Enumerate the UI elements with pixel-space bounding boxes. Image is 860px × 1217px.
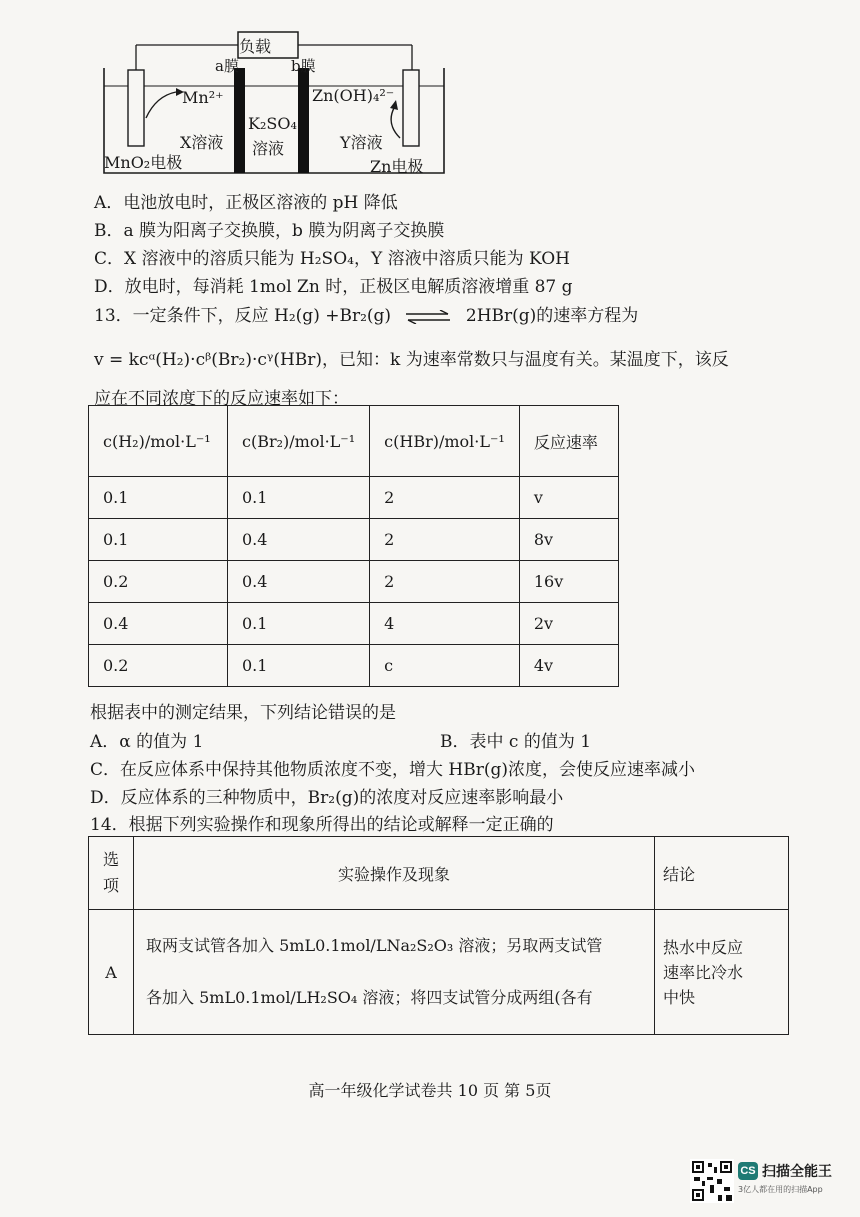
q13-rate-equation: v = kcᵅ(H₂)·cᵝ(Br₂)·cᵞ(HBr)，已知：k 为速率常数只与温度有关。某温度下，该反 bbox=[94, 350, 729, 370]
table-cell: 0.2 bbox=[89, 645, 228, 687]
row-a-operation bbox=[134, 910, 655, 1035]
table-cell: 8v bbox=[519, 519, 618, 561]
k2so4-solution-label: 溶液 bbox=[252, 139, 285, 158]
battery-diagram bbox=[98, 28, 458, 178]
option-column-header bbox=[89, 837, 134, 910]
option-header-line2: 项 bbox=[102, 876, 119, 895]
table-cell: 0.4 bbox=[228, 519, 370, 561]
row-a-conclusion-line2: 速率比冷水 bbox=[663, 962, 744, 982]
zn-complex-label: Zn(OH)₄²⁻ bbox=[312, 86, 395, 105]
table-row bbox=[89, 519, 619, 561]
q12-option-d: D．放电时，每消耗 1mol Zn 时，正极区电解质溶液增重 87 g bbox=[94, 277, 573, 297]
scanner-tagline: 3亿人都在用的扫描App bbox=[738, 1185, 823, 1194]
rate-table-header bbox=[89, 406, 619, 477]
q13-stem bbox=[94, 301, 638, 326]
q13-option-d: D．反应体系的三种物质中，Br₂(g)的浓度对反应速率影响最小 bbox=[90, 788, 564, 808]
q13-question: 根据表中的测定结果，下列结论错误的是 bbox=[90, 703, 396, 723]
row-a-conclusion-line1: 热水中反应 bbox=[663, 937, 744, 957]
row-a-operation-line2: 各加入 5mL0.1mol/LH₂SO₄ 溶液；将四支试管分成两组(各有 bbox=[146, 988, 593, 1007]
q13-stem-part2: 2HBr(g)的速率方程为 bbox=[465, 306, 639, 326]
option-header-line1: 选 bbox=[102, 850, 119, 869]
rate-table-header-cell: c(H₂)/mol·L⁻¹ bbox=[89, 406, 228, 477]
qr-code-icon bbox=[690, 1159, 734, 1203]
table-cell: 16v bbox=[519, 561, 618, 603]
table-cell: 0.4 bbox=[228, 561, 370, 603]
table-row bbox=[89, 477, 619, 519]
k2so4-label: K₂SO₄ bbox=[248, 114, 297, 133]
table-cell: 2v bbox=[519, 603, 618, 645]
b-membrane-label: b膜 bbox=[291, 57, 316, 75]
table-cell: 0.1 bbox=[89, 477, 228, 519]
table-cell: 4v bbox=[519, 645, 618, 687]
row-a-conclusion-line3: 中快 bbox=[663, 987, 696, 1007]
table-row bbox=[89, 561, 619, 603]
table-cell: 0.2 bbox=[89, 561, 228, 603]
table-row bbox=[89, 910, 789, 1035]
y-solution-label: Y溶液 bbox=[340, 133, 383, 152]
row-a-label: A bbox=[89, 910, 134, 1035]
mno2-electrode-label: MnO₂电极 bbox=[104, 153, 183, 172]
rate-table-header-cell: c(HBr)/mol·L⁻¹ bbox=[370, 406, 520, 477]
rate-table bbox=[88, 405, 619, 687]
row-a-conclusion bbox=[655, 910, 789, 1035]
q12-option-a: A．电池放电时，正极区溶液的 pH 降低 bbox=[94, 193, 398, 213]
q13-option-a: A．α 的值为 1 bbox=[90, 732, 204, 752]
x-solution-label: X溶液 bbox=[180, 133, 224, 152]
conclusion-column-header: 结论 bbox=[655, 837, 789, 910]
a-membrane-label: a膜 bbox=[215, 57, 239, 75]
equilibrium-arrow-icon bbox=[404, 310, 452, 324]
table-cell: 0.1 bbox=[228, 645, 370, 687]
table-cell: 4 bbox=[370, 603, 520, 645]
table-cell: 0.1 bbox=[228, 477, 370, 519]
q12-option-b: B．a 膜为阳离子交换膜，b 膜为阴离子交换膜 bbox=[94, 221, 445, 241]
table-cell: 2 bbox=[370, 519, 520, 561]
table-cell: 0.1 bbox=[228, 603, 370, 645]
q13-option-b: B．表中 c 的值为 1 bbox=[440, 732, 592, 752]
rate-table-header-cell: 反应速率 bbox=[519, 406, 618, 477]
scanner-brand: 扫描全能王 bbox=[762, 1164, 832, 1180]
scanner-badge: CS bbox=[738, 1162, 758, 1180]
table-cell: 2 bbox=[370, 477, 520, 519]
table-cell: 0.4 bbox=[89, 603, 228, 645]
page-footer: 高一年级化学试卷共 10 页 第 5页 bbox=[308, 1081, 552, 1100]
table-cell: c bbox=[370, 645, 520, 687]
rate-table-header-cell: c(Br₂)/mol·L⁻¹ bbox=[228, 406, 370, 477]
load-label: 负载 bbox=[239, 37, 272, 56]
q14-stem: 14．根据下列实验操作和现象所得出的结论或解释一定正确的 bbox=[90, 815, 554, 835]
experiment-table bbox=[88, 836, 789, 1035]
q13-stem-part1: 13．一定条件下，反应 H₂(g) +Br₂(g) bbox=[94, 306, 392, 326]
mn-ion-label: Mn²⁺ bbox=[182, 88, 224, 107]
table-row bbox=[89, 645, 619, 687]
table-row bbox=[89, 603, 619, 645]
scanner-watermark bbox=[690, 1158, 840, 1204]
q12-option-c: C．X 溶液中的溶质只能为 H₂SO₄，Y 溶液中溶质只能为 KOH bbox=[94, 249, 570, 269]
row-a-operation-line1: 取两支试管各加入 5mL0.1mol/LNa₂S₂O₃ 溶液；另取两支试管 bbox=[146, 936, 603, 955]
q13-option-c: C．在反应体系中保持其他物质浓度不变，增大 HBr(g)浓度，会使反应速率减小 bbox=[90, 760, 696, 780]
table-cell: 2 bbox=[370, 561, 520, 603]
table-cell: v bbox=[519, 477, 618, 519]
experiment-table-header bbox=[89, 837, 789, 910]
zn-electrode-label: Zn电极 bbox=[370, 157, 424, 176]
table-cell: 0.1 bbox=[89, 519, 228, 561]
q13-stem-continued: 应在不同浓度下的反应速率如下： bbox=[94, 389, 349, 409]
operation-column-header: 实验操作及现象 bbox=[134, 837, 655, 910]
